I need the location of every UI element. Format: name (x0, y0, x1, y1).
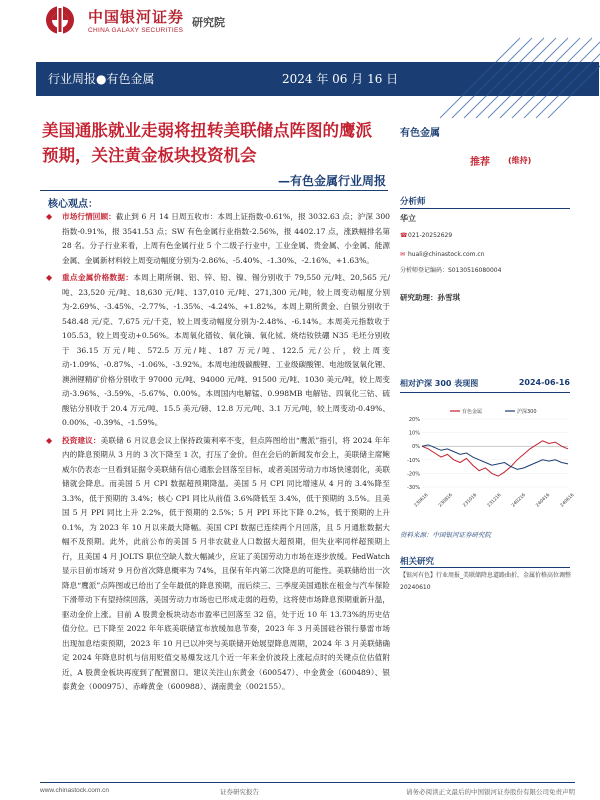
bullet-heading: 重点金属价格数据： (62, 273, 134, 282)
chart-title-text: 相对沪深 300 表现图 (400, 379, 479, 388)
analyst-email[interactable] (400, 251, 485, 258)
email-text[interactable]: huali@chinastock.com.cn (408, 251, 485, 258)
bullet-text: 本周上期所铜、铝、锌、铅、镍、锡分别收于 79,550 元/吨、20,565 元/吨、23,520 元/吨、18,630 元/吨、137,010 元/吨、271,300 元/吨，较上周变动幅度分别为-2.69%、-3.45%、-2.77%、-1.35%、-4.24%、+1.82%。本周上期所黄金、白银分别收于 548.48 元/克、7,675 元/千克，较上周变动幅度分别为-2.48%、-6.14%。本周美元指数收于 105.53，较上周变动+0.56%。本周氧化镨钕、氧化镝、氧化铽、烧结钕铁硼 N35 毛坯分别收于 36.15 万元/吨、572.5 万元/吨、187 万元/吨、122.5 元/公斤，较上周变动-1.09%、-0.87%、-1.06%、-3.92%。本周电池级碳酸锂、工业级碳酸锂、电池级氢氧化锂、澳洲锂精矿价格分别收于 97000 元/吨、94000 元/吨、91500 元/吨、1030 美元/吨，较上周变动-3.96%、-3.59%、-5.67%、0.00%。本周国内电解锰、0.998MB 电解钴、四氧化三钴、硫酸钴分别收于 20.4 万元/吨、15.5 美元/磅、12.8 万元/吨、3.1 万元/吨，较上周变动-0.49%、0.00%、-0.39%、-1.59%。 (62, 273, 391, 427)
x-tick-label: 240216 (511, 492, 527, 509)
bullet-icon: ◆ (46, 273, 53, 282)
footer-disclaimer: 请务必阅读正文最后的中国银河证券股份有限公司免责声明 (406, 789, 575, 796)
y-tick-label: -10% (407, 457, 420, 464)
bullet-text: 美联储 6 月议息会议上保持政策利率不变，但点阵图给出“鹰派”指引，将 2024 年年内的降息预期从 3 月的 3 次下降至 1 次，打压了金价。但在会后的新闻发布会上，美联储主席鲍威尔仍表态一旦看到证据令美联储有信心通胀会回落至目标，或者美国劳动力市场快速弱化，美联储就会降息。而美国 5 月 CPI 数据超预期降温。美国 5 月 CPI 同比增速从 4 月的 3.4%降至 3.3%，低于预期的 3.4%；核心 CPI 同比从前值 3.6%降低至 3.4%，低于预期的 3.5%。且美国 5 月 PPI 同比上升 2.2%，低于预期的 2.5%；5 月 PPI 环比下降 0.2%，低于预期的上升 0.1%，为 2023 年 10 月以来最大降幅。美国 CPI 数据已连续两个月回落，且 5 月通胀数据大幅不及预期。此外，此前公布的美国 5 月非农就业人口数据大超预期，但失业率同样超预期上行，且美国 4 月 JOLTS 职位空缺人数大幅减少，应证了美国劳动力市场在逐步放缓。FedWatch 显示目前市场对 9 月份首次降息概率为 74%，且保有年内第二次降息的可能性。美联储给出一次降息“鹰派”点阵图或已给出了全年最低的降息预期，而后续三、三季度美国通胀在租金与汽车保险下滑带动下有望持续回落，美国劳动力市场也已形成走弱的趋势，这将使市场降息预期重新升温，驱动金价上涨。目前 A 股黄金板块动态市盈率已回落至 32 倍，处于近 10 年 13.73%的历史估值分位。已下降至 2022 年年底美联储宣布放缓加息节奏，2023 年 3 月美国硅谷银行暴雷市场出现加息结束预期，2023 年 10 月已以冲突与美联储开始展望降息周期，2024 年 3 月美联储确定 2024 年降息时机与信用贬值交易爆发这几个近一年来金价波段上涨起点时的关键点位估值附近，A 股黄金板块再度到了配置窗口。建议关注山东黄金（600547）、中金黄金（600489）、银泰黄金（000975）、赤峰黄金（600988）、湖南黄金（002155）。 (62, 435, 391, 691)
logo-chinese-name: 中国银河证券 (88, 8, 185, 26)
chart-date: 2024-06-16 (518, 378, 570, 387)
y-tick-label: -30% (407, 485, 420, 491)
related-research-heading: 相关研究 (400, 557, 435, 567)
email-icon: ✉ (400, 251, 406, 258)
x-tick-label: 231216 (486, 492, 503, 509)
y-tick-label: -20% (407, 471, 420, 478)
banner-decoration (440, 38, 600, 118)
chart-source: 资料来源：中国银河证券研究院 (400, 531, 491, 539)
x-tick-label: 240416 (535, 492, 552, 509)
core-views-heading: 核心观点： (48, 199, 98, 210)
x-tick-label: 231016 (462, 492, 479, 509)
research-assistant: 研究助理：孙雪琪 (400, 293, 460, 302)
report-title: 美国通胀就业走弱将扭转美联储点阵图的鹰派预期，关注黄金板块投资机会 (42, 121, 372, 165)
report-body (40, 210, 390, 695)
bullet-metal-prices (40, 271, 390, 431)
analyst-phone (400, 232, 452, 239)
analyst-cert: 分析师登记编码：S0130516080004 (400, 267, 502, 274)
y-tick-label: 20% (408, 417, 420, 423)
chart-divider (400, 392, 570, 393)
phone-text: 021-20252629 (408, 232, 453, 239)
galaxy-logo-icon (38, 4, 82, 36)
y-tick-label: 0% (412, 444, 420, 451)
relative-performance-chart (400, 405, 576, 515)
bullet-icon: ◆ (46, 212, 53, 221)
legend-label-1: 沪深300 (517, 409, 537, 415)
legend-label-0: 有色金属 (462, 409, 483, 415)
footer-center: 证券研究报告 (220, 789, 259, 796)
analyst-divider (400, 208, 570, 209)
institute-label: 研究院 (192, 16, 226, 29)
bullet-heading: 市场行情回顾： (62, 212, 116, 221)
footer-url[interactable]: www.chinastock.com.cn (40, 787, 109, 794)
analyst-heading: 分析师 (400, 197, 426, 207)
report-type: 行业周报●有色金属 (48, 72, 155, 86)
rating-note: (维持) (508, 156, 532, 165)
x-tick-label: 230816 (438, 492, 454, 509)
rating-label: 推荐 (470, 157, 490, 168)
bullet-market-review (40, 210, 390, 268)
logo-english-name: CHINA GALAXY SECURITIES (88, 27, 184, 34)
bullet-investment-advice (40, 434, 390, 695)
analyst-name: 华立 (400, 214, 416, 223)
company-logo (38, 4, 225, 36)
chart-title (400, 378, 570, 389)
x-tick-label: 240616 (559, 492, 576, 509)
phone-icon: ☎ (400, 232, 408, 239)
bullet-icon: ◆ (46, 435, 53, 445)
bullet-text: 截止到 6 月 14 日周五收市：本周上证指数-0.61%，报 3032.63 点；沪深 300 指数-0.91%，报 3541.53 点；SW 有色金属行业指数-2.56%，报 4402.17 点，涨跌幅排名第 28 名。分子行业来看，上周有色金属行业 5 个二级子行业中，工业金属、贵金属、小金属、能源金属、金属新材料较上周变动幅度分别为-2.86%、-5.40%、-1.30%、-2.16%、+1.63%。 (62, 212, 390, 265)
industry-label: 有色金属 (400, 128, 440, 139)
title-divider (40, 190, 388, 191)
x-tick-label: 230616 (413, 492, 430, 509)
y-tick-label: 10% (408, 430, 420, 437)
related-divider (400, 567, 570, 568)
page-footer (40, 782, 575, 796)
series-line-1 (422, 445, 568, 469)
related-research-item[interactable]: 【银河有色】行业周报_美联储降息道路曲折，金属价格高位调整 20240610 (400, 572, 572, 591)
report-subtitle: —有色金属行业周报 (277, 174, 386, 188)
bullet-heading: 投资建议： (62, 435, 101, 445)
report-date: 2024 年 06 月 16 日 (282, 72, 399, 86)
